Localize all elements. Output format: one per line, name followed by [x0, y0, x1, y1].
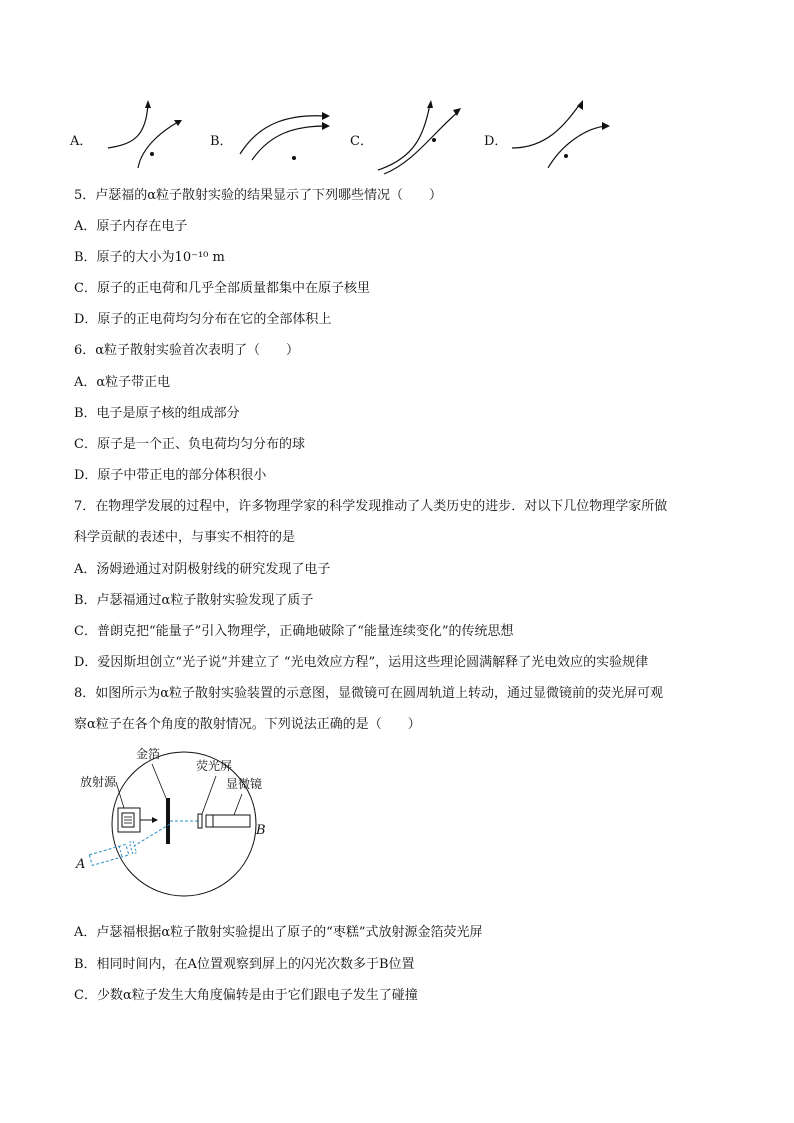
question-7-option-c[interactable]: C．普朗克把“能量子”引入物理学，正确地破除了“能量连续变化”的传统思想 [74, 624, 514, 639]
label-fluorescent-screen: 荧光屏 [196, 759, 233, 773]
question-7-option-d[interactable]: D．爱因斯坦创立“光子说”并建立了 “光电效应方程”，运用这些理论圆满解释了光电效应的实验规律 [74, 655, 649, 670]
question-7-stem-line-2: 科学贡献的表述中，与事实不相符的是 [74, 530, 296, 545]
question-7-stem-line-1: 7．在物理学发展的过程中，许多物理学家的科学发现推动了人类历史的进步．对以下几位物理学家所做 [74, 499, 668, 514]
question-5-option-d[interactable]: D．原子的正电荷均匀分布在它的全部体积上 [74, 312, 332, 327]
question-6-option-c[interactable]: C．原子是一个正、负电荷均匀分布的球 [74, 437, 305, 452]
question-5-option-b[interactable]: B．原子的大小为10⁻¹⁰ m [74, 250, 225, 265]
question-5-stem: 5．卢瑟福的α粒子散射实验的结果显示了下列哪些情况（ ） [74, 188, 443, 203]
question-8-stem-line-2: 察α粒子在各个角度的散射情况。下列说法正确的是（ ） [74, 717, 421, 732]
question-5-option-a[interactable]: A．原子内存在电子 [74, 219, 188, 234]
label-microscope: 显微镜 [226, 777, 263, 791]
scattering-apparatus-diagram [74, 742, 274, 902]
label-position-a: A [76, 857, 86, 872]
curve-option-a-figure [94, 96, 224, 176]
question-5-option-c[interactable]: C．原子的正电荷和几乎全部质量都集中在原子核里 [74, 281, 370, 296]
question-8-option-a[interactable]: A．卢瑟福根据α粒子散射实验提出了原子的“枣糕”式放射源金箔荧光屏 [74, 925, 483, 940]
question-6-option-a[interactable]: A．α粒子带正电 [74, 375, 171, 390]
microscope-a [89, 841, 137, 865]
gold-foil [166, 798, 170, 844]
question-8-option-b[interactable]: B．相同时间内，在A位置观察到屏上的闪光次数多于B位置 [74, 957, 415, 972]
curve-option-d[interactable] [484, 96, 630, 176]
curve-option-b-label: B． [210, 134, 233, 149]
fluorescent-screen [198, 814, 202, 828]
label-position-b: B [256, 823, 266, 838]
question-8-stem-line-1: 8．如图所示为α粒子散射实验装置的示意图，显微镜可在圆周轨道上转动，通过显微镜前的荧光屏可观 [74, 686, 664, 701]
curve-option-b-figure [230, 96, 360, 176]
curve-option-c[interactable] [350, 96, 490, 176]
curve-option-d-label: D． [484, 134, 508, 149]
curve-option-b[interactable] [210, 96, 350, 176]
curve-option-d-figure [506, 96, 636, 176]
question-6-option-d[interactable]: D．原子中带正电的部分体积很小 [74, 468, 267, 483]
curve-option-a[interactable] [70, 96, 210, 176]
question-6-option-b[interactable]: B．电子是原子核的组成部分 [74, 406, 240, 421]
curve-option-a-label: A． [70, 134, 93, 149]
label-radioactive-source: 放射源 [80, 775, 117, 789]
curve-options-row [70, 96, 630, 176]
curve-option-c-label: C． [350, 134, 373, 149]
label-gold-foil: 金箔 [136, 747, 161, 761]
question-6-stem: 6．α粒子散射实验首次表明了（ ） [74, 343, 300, 358]
question-7-option-a[interactable]: A．汤姆逊通过对阴极射线的研究发现了电子 [74, 562, 331, 577]
question-8-option-c[interactable]: C．少数α粒子发生大角度偏转是由于它们跟电子发生了碰撞 [74, 988, 418, 1003]
question-7-option-b[interactable]: B．卢瑟福通过α粒子散射实验发现了质子 [74, 593, 314, 608]
